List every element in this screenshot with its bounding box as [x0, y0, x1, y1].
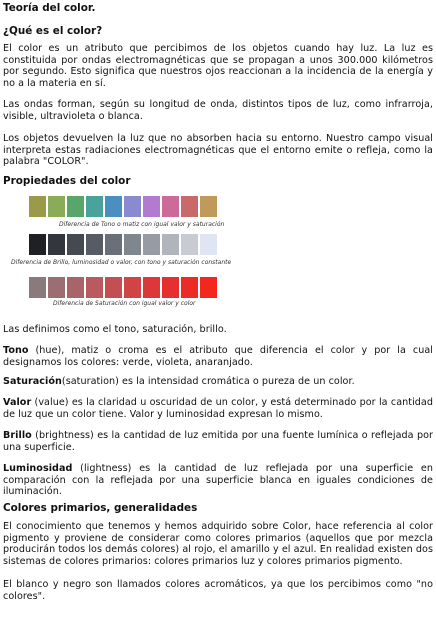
term-brillo: Brillo [3, 430, 32, 441]
saturation-swatch [86, 277, 103, 298]
saturation-swatch [200, 277, 217, 298]
hue-caption: Diferencia de Tono o matiz con igual valor y saturación [59, 221, 225, 228]
brightness-swatch [105, 234, 122, 255]
saturation-swatch-row [29, 277, 219, 298]
saturation-swatch [162, 277, 179, 298]
paragraph-objects-light: Los objetos devuelven la luz que no absorben hacia su entorno. Nuestro campo visual interpreta estas radiaciones electromagnéticas que el entorno emite o refleja, como la palabra "COLOR". [3, 133, 433, 167]
heading-color-properties: Propiedades del color [3, 175, 131, 187]
paragraph-luminosidad [3, 463, 433, 498]
brightness-swatch [29, 234, 46, 255]
tono-definition: (hue), matiz o croma es el atributo que diferencia el color y por la cual designamos los colores: verde, violeta, anaranjado. [3, 345, 433, 368]
saturacion-definition: (saturation) es la intensidad cromática o pureza de un color. [61, 376, 355, 387]
hue-swatch [29, 196, 46, 217]
brightness-swatch [143, 234, 160, 255]
document-title: Teoría del color. [3, 2, 96, 14]
brightness-swatch [162, 234, 179, 255]
paragraph-primary-colors: El conocimiento que tenemos y hemos adquirido sobre Color, hace referencia al color pigmento y proviene de considerar como colores primarios (aquellos que por mezcla producirán todos los demás colores) al rojo, el amarillo y el azul. En realidad existen dos sistemas de colores primarios: colores primarios luz y colores primarios pigmento. [3, 521, 433, 567]
saturation-swatch [67, 277, 84, 298]
hue-swatch [200, 196, 217, 217]
hue-swatch [48, 196, 65, 217]
brightness-swatch-row [29, 234, 219, 255]
hue-swatch [124, 196, 141, 217]
hue-swatch [86, 196, 103, 217]
paragraph-definitions: Las definimos como el tono, saturación, brillo. [3, 324, 227, 335]
saturation-caption: Diferencia de Saturación con igual valor y color [53, 300, 196, 307]
saturation-swatch [124, 277, 141, 298]
term-valor: Valor [3, 397, 32, 408]
paragraph-saturacion [3, 376, 433, 388]
valor-definition: (value) es la claridad u oscuridad de un color, y está determinado por la cantidad de luz que un color tiene. Valor y luminosidad expresan lo mismo. [3, 397, 433, 420]
hue-swatch [181, 196, 198, 217]
hue-swatch [67, 196, 84, 217]
hue-swatch [143, 196, 160, 217]
heading-primary-colors: Colores primarios, generalidades [3, 502, 198, 514]
hue-swatch [162, 196, 179, 217]
brightness-swatch [200, 234, 217, 255]
brightness-swatch [124, 234, 141, 255]
luminosidad-definition: (lightness) es la cantidad de luz reflejada por una superficie en comparación con la reflejada por una superficie blanca en iguales condiciones de iluminación. [3, 463, 433, 497]
saturation-swatch [105, 277, 122, 298]
saturation-swatch [29, 277, 46, 298]
brightness-caption: Diferencia de Brillo, luminosidad o valor, con tono y saturación constante [11, 259, 232, 266]
brightness-swatch [181, 234, 198, 255]
paragraph-definition: El color es un atributo que percibimos de los objetos cuando hay luz. La luz es constituida por ondas electromagnéticas que se propagan a unos 300.000 kilómetros por segundo. Esto significa que nuestros ojos reaccionan a la incidencia de la energía y no a la materia en sí. [3, 43, 433, 89]
heading-what-is-color: ¿Qué es el color? [3, 25, 103, 37]
term-saturacion: Saturación [3, 376, 62, 387]
paragraph-light-types: Las ondas forman, según su longitud de onda, distintos tipos de luz, como infrarroja, visible, ultravioleta o blanca. [3, 99, 433, 122]
brightness-swatch [67, 234, 84, 255]
saturation-swatch [48, 277, 65, 298]
term-tono: Tono [3, 345, 29, 356]
paragraph-brillo [3, 430, 433, 453]
brightness-swatch [86, 234, 103, 255]
paragraph-achromatic: El blanco y negro son llamados colores acromáticos, ya que los percibimos como "no colores". [3, 579, 433, 602]
brightness-swatch [48, 234, 65, 255]
term-luminosidad: Luminosidad [3, 463, 73, 474]
brillo-definition: (brightness) es la cantidad de luz emitida por una fuente lumínica o reflejada por una superficie. [3, 430, 433, 453]
saturation-swatch [143, 277, 160, 298]
paragraph-tono [3, 345, 433, 368]
hue-swatch [105, 196, 122, 217]
saturation-swatch [181, 277, 198, 298]
hue-swatch-row [29, 196, 219, 217]
paragraph-valor [3, 397, 433, 420]
